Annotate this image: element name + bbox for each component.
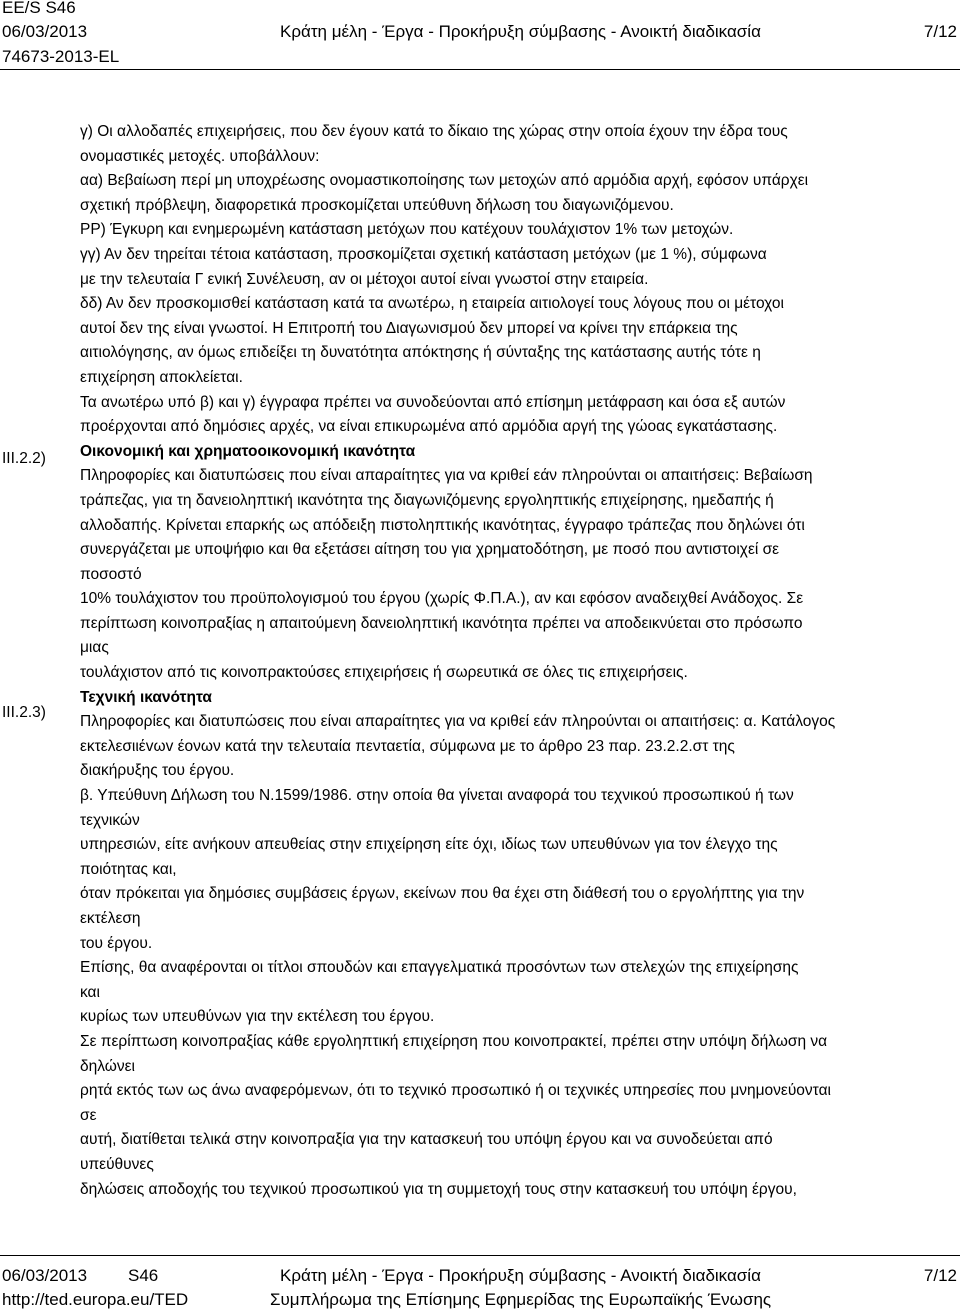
footer-page-number: 7/12 <box>923 1266 957 1285</box>
footer-series: S46 <box>128 1266 159 1285</box>
text-line: και <box>80 983 100 1001</box>
text-line: ΡΡ) Έγκυρη και ενημερωμένη κατάσταση μετόχων που κατέχουν τουλάχιστον 1% των μετοχών. <box>80 221 734 239</box>
header-rule <box>0 69 960 70</box>
text-line: ποιότητας και, <box>80 860 177 878</box>
text-line: Πληροφορίες και διατυπώσεις που είναι απαραίτητες για να κριθεί εάν πληρούνται οι απαιτήσεις: Βεβαίωση <box>80 467 813 485</box>
text-line: υπεύθυνες <box>80 1155 154 1173</box>
text-line: Πληροφορίες και διατυπώσεις που είναι απαραίτητες για να κριθεί εάν πληρούνται οι απαιτήσεις: α. Κατάλογος <box>80 713 836 731</box>
text-line: ονομαστικές μετοχές. υποβάλλουν: <box>80 147 320 165</box>
text-line: τράπεζας, για τη δανειοληπτική ικανότητα της διαγωνιζόμενης εργοληπτικής επιχείρησης, ημεδαπής ή <box>80 491 774 509</box>
footer-title: Κράτη μέλη - Έργα - Προκήρυξη σύμβασης - Ανοικτή διαδικασία <box>280 1266 761 1285</box>
text-line: κυρίως των υπευθύνων για την εκτέλεση του έργου. <box>80 1008 435 1026</box>
footer-url[interactable]: http://ted.europa.eu/TED <box>2 1290 189 1309</box>
section-number-financial: III.2.2) <box>2 450 46 467</box>
text-line: εκτελεσιιέvωv έονων κατά την τελευταία πενταετία, σύμφωνα με το άρθρο 23 παρ. 23.2.2.στ της <box>80 737 735 755</box>
text-line: υπηρεσιών, είτε ανήκουν απευθείας στην επιχείρηση είτε όχι, ιδίως των υπευθύνων για τον έλεγχο της <box>80 836 778 854</box>
footer-rule <box>0 1255 960 1256</box>
header-series: EE/S S46 <box>2 0 76 17</box>
text-line: διακήρυξης του έργου. <box>80 762 235 780</box>
text-line: αα) Βεβαίωση περί μη υποχρέωσης ονομαστικοποίησης των μετοχών από αρμόδια αρχή, εφόσον υπάρχει <box>80 172 809 190</box>
section-financial <box>80 440 958 686</box>
text-line: ποσοστό <box>80 565 142 583</box>
header-title: Κράτη μέλη - Έργα - Προκήρυξη σύμβασης - Ανοικτή διαδικασία <box>280 22 761 41</box>
text-line: δδ) Αν δεν προσκομισθεί κατάσταση κατά τα ανωτέρω, η εταιρεία αιτιολογεί τους λόγους που οι μέτοχοι <box>80 295 784 313</box>
section-technical <box>80 686 958 1202</box>
text-line: μιας <box>80 639 109 657</box>
text-line: όταν πρόκειται για δημόσιες συμβάσεις έργων, εκείνων που θα έχει στη διάθεσή του ο εργολήπτης για την <box>80 885 805 903</box>
text-line: Τα ανωτέρω υπό β) και γ) έγγραφα πρέπει να συνοδεύονται από επίσημη μετάφραση και όσα εξ αυτών <box>80 393 786 411</box>
text-line: β. Υπεύθυνη Δήλωση του Ν.1599/1986. στην οποία θα γίνεται αναφορά του τεχνικού προσωπικού ή των <box>80 787 794 805</box>
text-line: τουλάχιστον από τις κοινοπρακτούσες επιχειρήσεις ή σωρευτικά σε όλες τις επιχειρήσεις. <box>80 664 688 682</box>
text-line: αλλοδαπής. Κρίνεται επαρκής ως απόδειξη πιστοληπτικής ικανότητας, έγγραφο τράπεζας που δηλώνει ότι <box>80 516 805 534</box>
section-number-technical: III.2.3) <box>2 704 46 721</box>
text-line: αυτοί δεν της είναι γνωστοί. Η Επιτροπή του Διαγωνισμού δεν μπορεί να κρίνει την επάρκεια της <box>80 319 738 337</box>
section-title-financial: Οικονομική και χρηματοοικονομική ικανότητα <box>80 442 416 460</box>
text-line: Σε περίπτωση κοινοπραξίας κάθε εργοληπτική επιχείρηση που κοινοπρακτεί, πρέπει στην υπόψη δήλωση να <box>80 1032 828 1050</box>
text-line: δηλώσεις αποδοχής του τεχνικού προσωπικού για τη συμμετοχή τους στην κατασκευή του υπόψη έργου, <box>80 1180 797 1198</box>
intro-paragraphs <box>80 120 958 440</box>
text-line: αιτιολόγησης, αν όμως επιδείξει τη δυνατότητα απόκτησης ή σύνταξης της κατάστασης αυτής τότε η <box>80 344 761 362</box>
text-line: επιχείρηση αποκλείεται. <box>80 368 243 386</box>
text-line: σε <box>80 1106 97 1124</box>
text-line: 10% τουλάχιστον του προϋπολογισμού του έργου (χωρίς Φ.Π.Α.), αν και εφόσον αναδειχθεί Ανάδοχος. Σε <box>80 590 804 608</box>
footer-date: 06/03/2013 <box>2 1266 88 1285</box>
text-line: γ) Οι αλλοδαπές επιχειρήσεις, που δεν έγουν κατά το δίκαιο της χώρας στην οποία έχουν την έδρα τους <box>80 123 788 140</box>
header-doc-id: 74673-2013-EL <box>2 47 120 66</box>
document-body <box>80 120 958 1202</box>
text-line: Επίσης, θα αναφέρονται οι τίτλοι σπουδών και επαγγελματικά προσόντων των στελεχών της επιχείρησης <box>80 959 799 977</box>
text-line: δηλώνει <box>80 1057 135 1075</box>
text-line: του έργου. <box>80 934 153 952</box>
text-line: προέρχονται από δημόσιες αρχές, να είναι επικυρωμένα από αρμόδια αργή της γώοας εγκατάστασης. <box>80 418 778 436</box>
text-line: με την τελευταία Γ ενική Συνέλευση, αν οι μέτοχοι αυτοί είναι γνωστοί στην εταιρεία. <box>80 270 649 288</box>
header-date: 06/03/2013 <box>2 22 88 41</box>
text-line: ρητά εκτός των ως άνω αναφερόμενων, ότι το τεχνικό προσωπικό ή οι τεχνικές υπηρεσίες που μνημονεύονται <box>80 1082 831 1100</box>
text-line: γγ) Αν δεν τηρείται τέτοια κατάσταση, προσκομίζεται σχετική κατάσταση μετόχων (με 1 %), σύμφωνα <box>80 245 767 263</box>
text-line: τεχνικών <box>80 811 140 829</box>
text-line: εκτέλεση <box>80 910 141 927</box>
section-title-technical: Τεχνική ικανότητα <box>80 688 212 706</box>
text-line: περίπτωση κοινοπραξίας η απαιτούμενη δανειοληπτική ικανότητα πρέπει να αποδεικνύεται στο πρόσωπο <box>80 614 803 632</box>
footer-supplement: Συμπλήρωμα της Επίσημης Εφημερίδας της Ευρωπαϊκής Ένωσης <box>270 1290 772 1309</box>
text-line: σχετική πρόβλεψη, διαφορετικά προσκομίζεται υπεύθυνη δήλωση του διαγωνιζόμενου. <box>80 196 674 214</box>
text-line: συνεργάζεται με υποψήφιο και θα εξετάσει αίτηση του για χρηματοδότηση, με ποσό που αντιστοιχεί σε <box>80 541 780 559</box>
header-page-number: 7/12 <box>923 22 957 41</box>
text-line: αυτή, διατίθεται τελικά στην κοινοπραξία για την κατασκευή του υπόψη έργου και να συνοδεύεται από <box>80 1131 773 1149</box>
